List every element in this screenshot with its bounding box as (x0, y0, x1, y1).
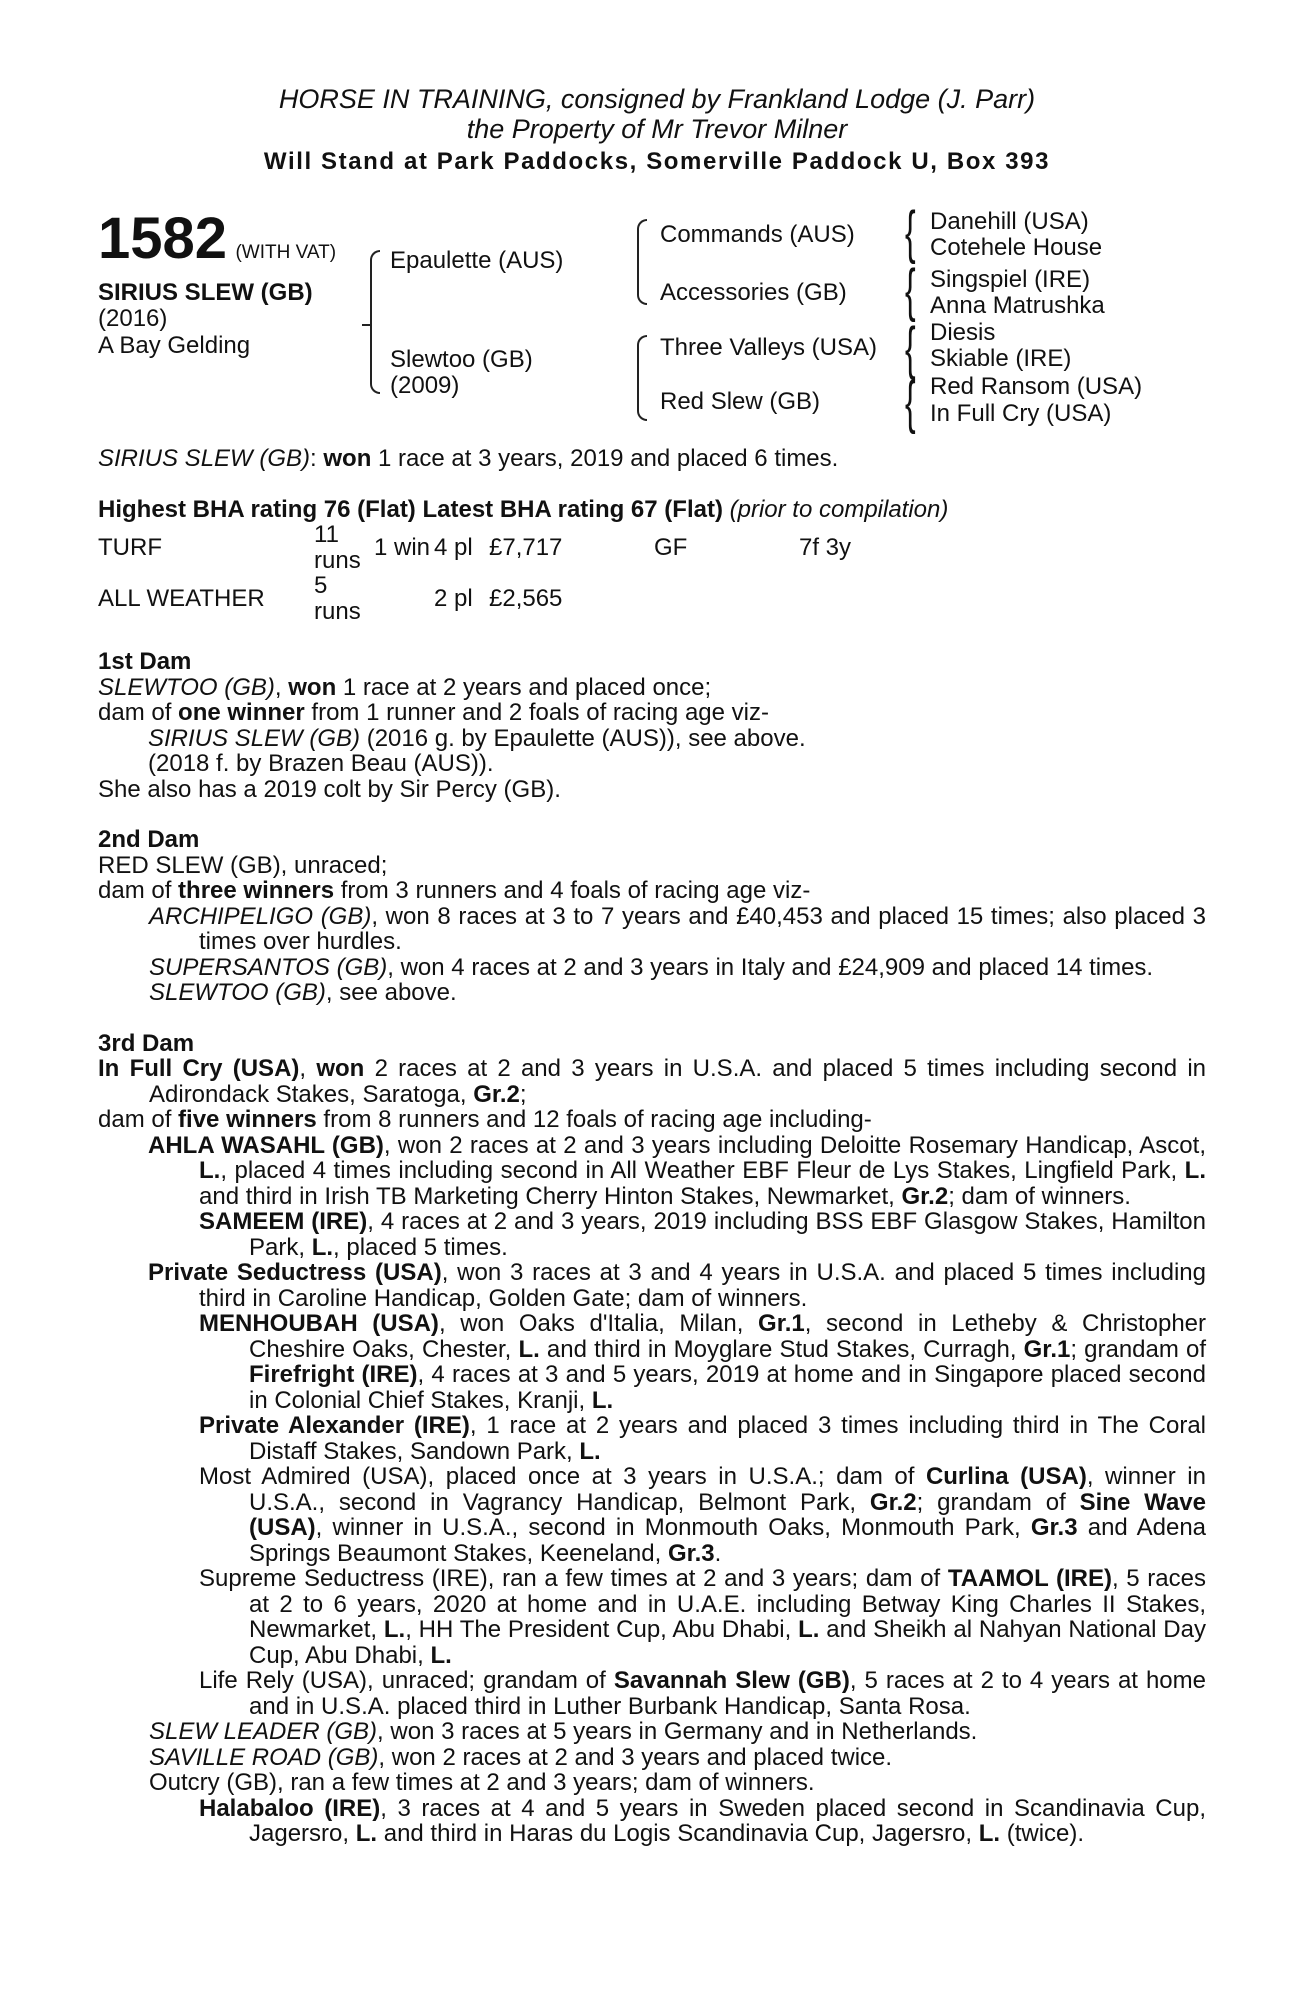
pedigree-bracket-bottom (370, 330, 380, 394)
rating-bold: Highest BHA rating 76 (Flat) Latest BHA rating 67 (Flat) (98, 495, 723, 523)
sine-wave-grade-2: Gr.3 (667, 1539, 715, 1567)
sire-sire: Commands (AUS) (660, 221, 855, 248)
in-full-cry-end: ; (519, 1080, 527, 1108)
halabaloo-listed-2: L. (978, 1820, 1001, 1847)
ahla-wasahl-grade: Gr.2 (901, 1182, 949, 1210)
ahla-wasahl-entry (98, 1133, 1206, 1210)
saville-road-detail: , won 2 races at 2 and 3 years and placed twice. (378, 1743, 893, 1771)
curlina-detail: , winner in U.S.A., second in Vagrancy Handicap, Belmont Park, (249, 1463, 1206, 1516)
sine-wave-end: . (714, 1539, 722, 1567)
turf-wins: 1 win (374, 533, 431, 561)
property-line: the Property of Mr Trevor Milner (466, 114, 848, 144)
g3-anna-matrushka: Anna Matrushka (930, 292, 1105, 319)
sire-name: Epaulette (AUS) (390, 247, 564, 274)
menhoubah-entry (98, 1311, 1206, 1413)
stand-location-line: Will Stand at Park Paddocks, Somerville Paddock U, Box 393 (263, 148, 1051, 175)
slew-leader-entry (98, 1719, 1206, 1745)
archipeligo-name: ARCHIPELIGO (GB) (149, 902, 372, 930)
rating-line (98, 497, 1206, 523)
dam-dam: Red Slew (GB) (660, 388, 821, 415)
taamol-detail-3: and Sheikh al Nahyan National Day Cup, Abu Dhabi, (249, 1616, 1206, 1669)
halabaloo-end: (twice). (1000, 1820, 1085, 1847)
turf-row (98, 522, 851, 573)
horse-description: A Bay Gelding (98, 332, 251, 359)
pedigree-bracket-point (362, 324, 370, 326)
turf-places: 4 pl (434, 533, 473, 561)
ahla-wasahl-name: AHLA WASAHL (GB) (148, 1131, 384, 1159)
ahla-wasahl-detail-4: ; dam of winners. (948, 1182, 1131, 1210)
summary-horse-name: SIRIUS SLEW (GB) (98, 445, 311, 472)
lot-number-group (98, 205, 336, 272)
pedigree-bracket-top (370, 250, 380, 332)
second-dam-produce-prefix: dam of (98, 877, 179, 904)
third-dam-heading: 3rd Dam (98, 1029, 195, 1057)
ahla-wasahl-detail-2: , placed 4 times including second in All Weather EBF Fleur de Lys Stakes, Lingfield Park, (220, 1157, 1185, 1184)
sine-wave-detail-2: and Adena Springs Beaumont Stakes, Keeneland, (249, 1514, 1207, 1567)
first-dam-produce-rest: from 1 runner and 2 foals of racing age viz- (304, 699, 769, 726)
g3-singspiel: Singspiel (IRE) (930, 266, 1091, 293)
first-dam-line (98, 675, 1206, 701)
private-seductress-detail: , won 3 races at 3 and 4 years in U.S.A. and placed 5 times including third in Caroline Handicap, Golden Gate; dam of winners. (199, 1259, 1206, 1312)
halabaloo-detail-1: , 3 races at 4 and 5 years in Sweden placed second in Scandinavia Cup, Jagersro, (249, 1794, 1207, 1847)
sine-wave-name: Sine Wave (USA) (249, 1488, 1206, 1541)
menhoubah-detail-3: and third in Moyglare Stud Stakes, Curragh, (539, 1335, 1024, 1363)
taamol-name: TAAMOL (IRE) (947, 1565, 1112, 1592)
taamol-detail-1: , 5 races at 2 to 6 years, 2020 at home and in U.A.E. including Betway King Charles II Stakes, Newmarket, (249, 1565, 1206, 1643)
aw-places: 2 pl (434, 584, 473, 612)
slew-leader-detail: , won 3 races at 5 years in Germany and in Netherlands. (377, 1718, 978, 1745)
slewtoo-entry (98, 980, 1206, 1006)
private-seductress-name: Private Seductress (USA) (148, 1259, 442, 1286)
turf-runs: 11 runs (314, 521, 361, 574)
g3-skiable: Skiable (IRE) (930, 345, 1072, 372)
halabaloo-entry (98, 1796, 1206, 1847)
dam-line-bracket-bottom (637, 377, 647, 421)
second-dam-line: RED SLEW (GB), unraced; (98, 851, 388, 879)
life-rely-detail: Life Rely (USA), unraced; grandam of (199, 1667, 614, 1694)
first-dam-winners: one winner (178, 699, 305, 726)
race-summary (98, 446, 1206, 472)
aw-label: ALL WEATHER (98, 584, 265, 612)
g3-in-full-cry: In Full Cry (USA) (930, 400, 1112, 427)
menhoubah-grade-2: Gr.1 (1023, 1335, 1071, 1363)
taamol-detail-2: , HH The President Cup, Abu Dhabi, (405, 1616, 799, 1643)
first-dam-heading: 1st Dam (98, 648, 192, 675)
turf-going: GF (654, 533, 688, 561)
consignor-line: HORSE IN TRAINING, consigned by Frankland Lodge (J. Parr) (278, 84, 1036, 114)
third-dam-produce-rest: from 8 runners and 12 foals of racing age including- (316, 1106, 872, 1133)
sire-dam: Accessories (GB) (660, 279, 847, 306)
private-alexander-listed: L. (579, 1437, 601, 1465)
curlina-grade: Gr.2 (869, 1488, 917, 1516)
most-admired-entry (98, 1464, 1206, 1566)
horse-year: (2016) (98, 305, 168, 332)
rating-note: (prior to compilation) (729, 495, 949, 523)
aw-wins (374, 573, 434, 624)
menhoubah-detail-4: ; grandam of (1070, 1335, 1206, 1363)
firefright-detail: , 4 races at 3 and 5 years, 2019 at home and in Singapore placed second in Colonial Chief Stakes, Kranji, (249, 1361, 1206, 1414)
life-rely-entry (98, 1668, 1206, 1719)
third-dam-produce-line (98, 1107, 1206, 1133)
halabaloo-name: Halabaloo (IRE) (199, 1794, 381, 1822)
menhoubah-listed: L. (518, 1335, 540, 1363)
foal-1-name: SIRIUS SLEW (GB) (148, 724, 361, 752)
saville-road-name: SAVILLE ROAD (GB) (149, 1743, 379, 1771)
vat-note: (WITH VAT) (235, 242, 337, 263)
catalogue-body (98, 446, 1206, 1847)
firefright-name: Firefright (IRE) (249, 1361, 418, 1388)
aw-runs: 5 runs (314, 572, 361, 625)
g3-cotehele-house: Cotehele House (930, 234, 1103, 261)
outcry-entry: Outcry (GB), ran a few times at 2 and 3 years; dam of winners. (149, 1769, 815, 1796)
aw-row (98, 573, 851, 624)
menhoubah-detail-2: , second in Letheby & Christopher Cheshire Oaks, Chester, (249, 1310, 1207, 1363)
second-dam-heading: 2nd Dam (98, 826, 200, 853)
most-admired-detail-1: Most Admired (USA), placed once at 3 years in U.S.A.; dam of (199, 1463, 926, 1490)
g3-danehill: Danehill (USA) (930, 208, 1089, 235)
supersantos-name: SUPERSANTOS (GB) (149, 953, 388, 981)
firefright-listed: L. (591, 1386, 614, 1414)
dam-line-bracket-top (637, 335, 647, 379)
first-dam-note: She also has a 2019 colt by Sir Percy (GB). (98, 775, 561, 803)
sameem-detail-2: , placed 5 times. (333, 1233, 508, 1261)
archipeligo-entry (98, 904, 1206, 955)
first-dam-foal-1 (98, 726, 1206, 752)
first-dam-record: 1 race at 2 years and placed once; (336, 673, 712, 701)
horse-name: SIRIUS SLEW (GB) (98, 279, 313, 306)
sine-wave-detail-1: , winner in U.S.A., second in Monmouth Oaks, Monmouth Park, (315, 1514, 1031, 1541)
first-dam-name: SLEWTOO (GB) (98, 673, 275, 701)
supersantos-detail: , won 4 races at 2 and 3 years in Italy and £24,909 and placed 14 times. (387, 953, 1154, 981)
g3-brace-4: { (905, 370, 916, 435)
in-full-cry-name: In Full Cry (USA) (98, 1055, 300, 1082)
summary-text: 1 race at 3 years, 2019 and placed 6 times. (371, 445, 839, 472)
g3-red-ransom: Red Ransom (USA) (930, 373, 1143, 400)
menhoubah-name: MENHOUBAH (USA) (199, 1310, 439, 1337)
g3-brace-2: { (905, 258, 916, 323)
first-dam-comma: , (274, 673, 289, 701)
halabaloo-listed-1: L. (355, 1820, 378, 1847)
taamol-listed-3: L. (430, 1641, 452, 1669)
slewtoo-detail: , see above. (325, 979, 457, 1006)
halabaloo-detail-2: and third in Haras du Logis Scandinavia Cup, Jagersro, (377, 1820, 979, 1847)
private-seductress-entry (98, 1260, 1206, 1311)
foal-1-detail: (2016 g. by Epaulette (AUS)), see above. (360, 724, 806, 752)
curlina-name: Curlina (USA) (925, 1463, 1087, 1490)
race-record-table (98, 522, 851, 624)
second-dam-winners: three winners (178, 877, 335, 904)
third-dam-produce-prefix: dam of (98, 1106, 179, 1133)
turf-label: TURF (98, 533, 162, 561)
private-alexander-name: Private Alexander (IRE) (199, 1412, 470, 1439)
in-full-cry-detail: 2 races at 2 and 3 years in U.S.A. and placed 5 times including second in Adirondack Stakes, Saratoga, (149, 1055, 1207, 1108)
third-dam-winners: five winners (178, 1106, 317, 1133)
saville-road-entry (98, 1745, 1206, 1771)
ahla-wasahl-listed-2: L. (1184, 1157, 1206, 1184)
savannah-slew-name: Savannah Slew (GB) (613, 1667, 850, 1694)
dam-name: Slewtoo (GB) (390, 346, 533, 373)
first-dam-foal-2: (2018 f. by Brazen Beau (AUS)). (148, 750, 494, 777)
sine-wave-grade-1: Gr.3 (1030, 1514, 1078, 1541)
first-dam-won: won (288, 673, 337, 701)
ahla-wasahl-detail-3: and third in Irish TB Marketing Cherry Hinton Stakes, Newmarket, (199, 1182, 902, 1210)
dam-year: (2009) (390, 372, 460, 399)
supreme-seductress-detail: Supreme Seductress (IRE), ran a few times at 2 and 3 years; dam of (199, 1565, 948, 1592)
aw-distance (799, 573, 851, 624)
ahla-wasahl-detail-1: , won 2 races at 2 and 3 years including Deloitte Rosemary Handicap, Ascot, (383, 1131, 1206, 1159)
second-dam-produce-line (98, 878, 1206, 904)
taamol-listed-2: L. (798, 1616, 820, 1643)
g3-brace-1: { (905, 200, 916, 265)
taamol-listed-1: L. (383, 1616, 406, 1643)
supreme-seductress-entry (98, 1566, 1206, 1668)
turf-earnings: £7,717 (489, 533, 563, 561)
summary-won: won (323, 445, 372, 472)
slewtoo-name: SLEWTOO (GB) (149, 979, 326, 1006)
private-alexander-detail: , 1 race at 2 years and placed 3 times including third in The Coral Distaff Stakes, Sandown Park, (249, 1412, 1206, 1465)
sameem-listed: L. (311, 1233, 334, 1261)
first-dam-produce-prefix: dam of (98, 699, 179, 726)
summary-colon: : (310, 445, 317, 472)
g3-brace-3: { (905, 316, 916, 381)
private-alexander-entry (98, 1413, 1206, 1464)
aw-going (654, 573, 799, 624)
sameem-name: SAMEEM (IRE) (199, 1208, 368, 1235)
menhoubah-detail-1: , won Oaks d'Italia, Milan, (438, 1310, 759, 1337)
in-full-cry-won: won (316, 1055, 365, 1082)
archipeligo-detail: , won 8 races at 3 to 7 years and £40,453 and placed 15 times; also placed 3 times over hurdles. (199, 902, 1206, 955)
sameem-entry (98, 1209, 1206, 1260)
lot-number: 1582 (98, 206, 228, 271)
turf-distance: 7f 3y (799, 533, 852, 561)
in-full-cry-entry (98, 1056, 1206, 1107)
savannah-slew-detail: , 5 races at 2 to 4 years at home and in U.S.A. placed third in Luther Burbank Handicap, Santa Rosa. (249, 1667, 1206, 1720)
sire-line-bracket-top (637, 219, 647, 263)
g3-diesis: Diesis (930, 319, 996, 346)
dam-sire: Three Valleys (USA) (660, 334, 877, 361)
first-dam-produce-line (98, 700, 1206, 726)
in-full-cry-comma: , (299, 1055, 317, 1082)
aw-earnings: £2,565 (489, 584, 563, 612)
menhoubah-grade-1: Gr.1 (758, 1310, 805, 1337)
slew-leader-name: SLEW LEADER (GB) (149, 1718, 378, 1745)
supersantos-entry (98, 955, 1206, 981)
sire-line-bracket-bottom (637, 261, 647, 305)
ahla-wasahl-listed-1: L. (199, 1157, 221, 1184)
sameem-detail-1: , 4 races at 2 and 3 years, 2019 including BSS EBF Glasgow Stakes, Hamilton Park, (249, 1208, 1206, 1261)
second-dam-produce-rest: from 3 runners and 4 foals of racing age viz- (334, 877, 811, 904)
most-admired-detail-2: ; grandam of (916, 1488, 1080, 1516)
in-full-cry-grade: Gr.2 (473, 1080, 520, 1108)
